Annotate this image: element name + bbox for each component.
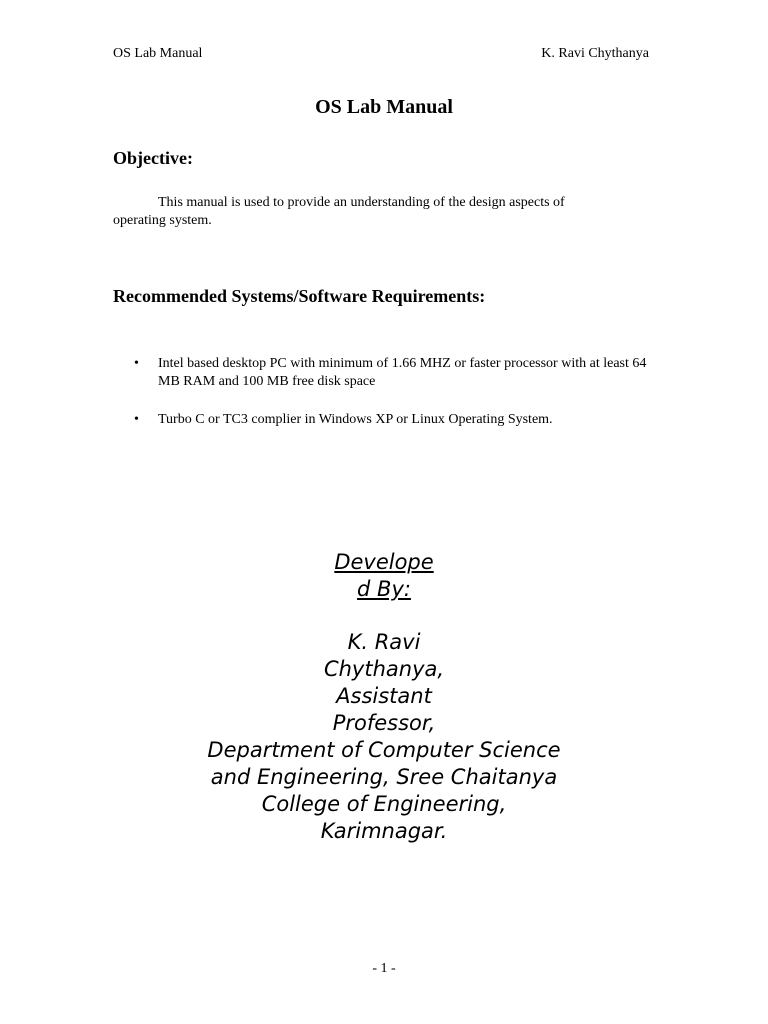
developer-line: Professor, [332, 711, 436, 735]
developed-by-label: Develope [334, 550, 434, 574]
developed-by-label: d By: [357, 577, 411, 601]
header-right: K. Ravi Chythanya [541, 46, 649, 61]
requirements-heading: Recommended Systems/Software Requirements: [113, 286, 486, 306]
requirement-text: Turbo C or TC3 complier in Windows XP or Linux Operating System. [158, 412, 553, 427]
developer-line: and Engineering, Sree Chaitanya [210, 765, 558, 789]
header-left: OS Lab Manual [113, 46, 203, 61]
page-title: OS Lab Manual [315, 96, 453, 118]
bullet-icon: • [134, 356, 139, 371]
developer-line: Karimnagar. [320, 819, 448, 843]
developer-block [0, 549, 768, 845]
developer-line: K. Ravi [347, 630, 421, 654]
page-number: - 1 - [372, 961, 396, 976]
requirement-text: Intel based desktop PC with minimum of 1.66 MHZ or faster processor with at least 64 MB RAM and 100 MB free disk space [158, 356, 647, 389]
developer-line: Department of Computer Science [207, 738, 561, 762]
objective-heading: Objective: [113, 148, 193, 168]
developer-line: College of Engineering, [261, 792, 507, 816]
objective-text: This manual is used to provide an understanding of the design aspects of operating system. [113, 195, 565, 228]
bullet-icon: • [134, 412, 139, 427]
developer-line: Assistant [336, 684, 432, 708]
developer-line: Chythanya, [323, 657, 445, 681]
